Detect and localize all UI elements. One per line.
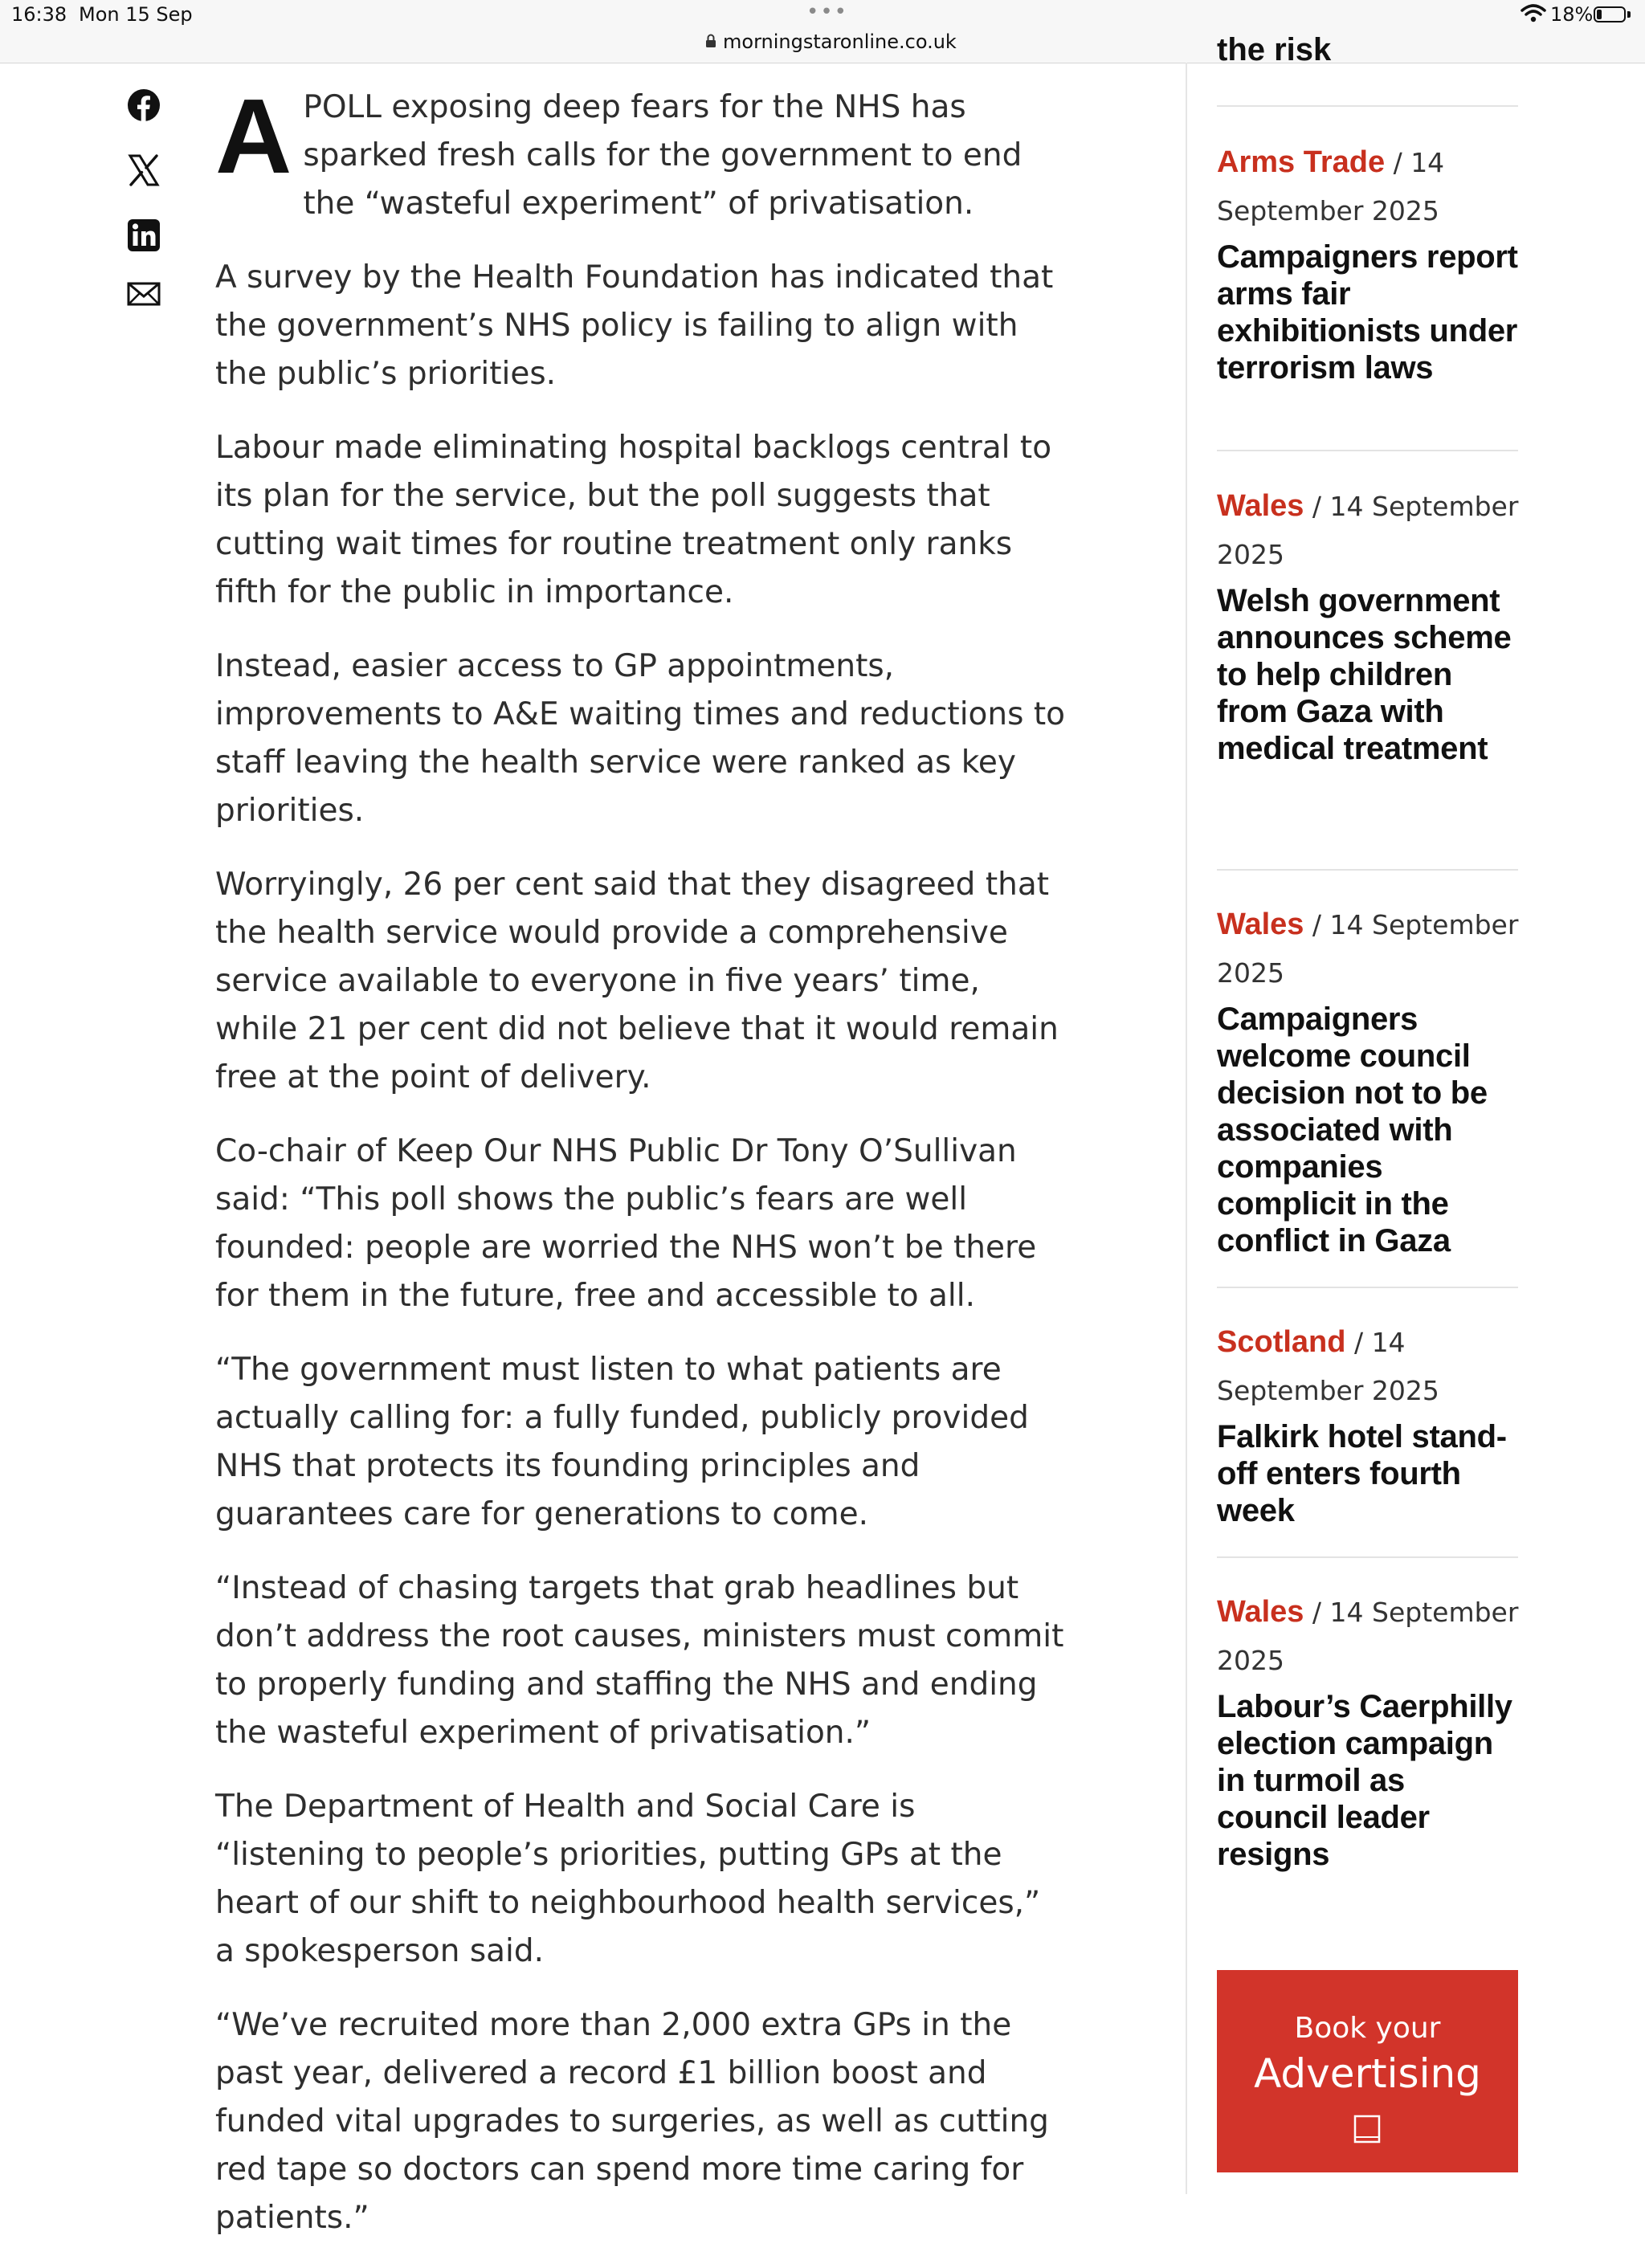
article-paragraph: Instead, easier access to GP appointments, improvements to A&E waiting times and reductions to staff leaving the health service were ranked as key priorities.	[215, 648, 1065, 829]
ad-line-1: Book your	[1294, 2012, 1441, 2045]
x-icon[interactable]	[127, 153, 161, 187]
sidebar-story[interactable]	[1217, 482, 1522, 767]
battery-percent: 18%	[1550, 3, 1594, 26]
story-headline[interactable]: Labour’s Caerphilly election campaign in turmoil as council leader resigns	[1217, 1689, 1512, 1872]
email-icon[interactable]	[127, 281, 161, 307]
sidebar-divider	[1217, 1556, 1518, 1558]
story-category[interactable]: Arms Trade	[1217, 145, 1386, 179]
story-category[interactable]: Wales	[1217, 1595, 1304, 1629]
status-time: 16:38	[11, 3, 67, 26]
article-paragraph: “The government must listen to what patients are actually calling for: a fully funded, publicly provided NHS that protects its founding principles and guarantees care for generations to come.	[215, 1352, 1029, 1532]
story-category[interactable]: Wales	[1217, 489, 1304, 523]
newspaper-icon	[1352, 2113, 1382, 2145]
wifi-icon	[1520, 3, 1547, 24]
story-headline[interactable]: Campaigners report arms fair exhibitionists under terrorism laws	[1217, 239, 1518, 385]
linkedin-icon[interactable]	[127, 218, 161, 252]
article-paragraph: “Instead of chasing targets that grab headlines but don’t address the root causes, ministers must commit to properly funding and staffing the NHS and ending the wasteful experiment of privatisation.”	[215, 1570, 1064, 1751]
story-date: / 14 September 2025	[1217, 491, 1519, 570]
status-date: Mon 15 Sep	[79, 3, 193, 26]
story-headline[interactable]: Campaigners welcome council decision not to be associated with companies complicit in the conflict in Gaza	[1217, 1001, 1488, 1258]
url-text[interactable]: morningstaronline.co.uk	[723, 31, 957, 53]
story-headline[interactable]: Welsh government announces scheme to help children from Gaza with medical treatment	[1217, 583, 1512, 766]
cut-off-headline[interactable]: the risk	[1217, 32, 1332, 67]
article-paragraph: “We’ve recruited more than 2,000 extra GPs in the past year, delivered a record £1 billion boost and funded vital upgrades to surgeries, as well as cutting red tape so doctors can spend more time caring for patients.”	[215, 2007, 1049, 2236]
lead-text: POLL exposing deep fears for the NHS has sparked fresh calls for the government to end the “wasteful experiment” of privatisation.	[303, 89, 1023, 222]
story-date: / 14 September 2025	[1217, 147, 1445, 226]
sidebar-story[interactable]	[1217, 138, 1522, 386]
sidebar-divider	[1217, 869, 1518, 871]
sidebar-divider	[1217, 1287, 1518, 1288]
article-paragraph: Worryingly, 26 per cent said that they disagreed that the health service would provide a comprehensive service available to everyone in five years’ time, while 21 per cent did not believe that it would remain free at the point of delivery.	[215, 867, 1059, 1095]
sidebar-divider	[1217, 450, 1518, 451]
ad-line-2: Advertising	[1254, 2050, 1481, 2097]
column-divider	[1186, 63, 1187, 2194]
advertising-banner[interactable]	[1217, 1970, 1518, 2172]
story-category[interactable]: Wales	[1217, 908, 1304, 941]
story-headline[interactable]: Falkirk hotel stand-off enters fourth week	[1217, 1419, 1507, 1528]
lock-icon	[705, 34, 716, 48]
sidebar-story[interactable]	[1217, 1588, 1522, 1873]
article-paragraph: A survey by the Health Foundation has indicated that the government’s NHS policy is failing to align with the public’s priorities.	[215, 259, 1054, 392]
drop-cap: A	[215, 77, 292, 195]
story-date: / 14 September 2025	[1217, 1327, 1439, 1406]
battery-icon	[1594, 6, 1626, 22]
article-paragraph: Co-chair of Keep Our NHS Public Dr Tony O’Sullivan said: “This poll shows the public’s fears are well founded: people are worried the NHS won’t be there for them in the future, free and accessible to all.	[215, 1133, 1037, 1314]
story-date: / 14 September 2025	[1217, 1597, 1519, 1676]
tab-options-icon[interactable]: •••	[806, 0, 849, 24]
sidebar-story[interactable]	[1217, 900, 1522, 1259]
article-body	[215, 77, 1067, 2268]
story-category[interactable]: Scotland	[1217, 1325, 1346, 1359]
sidebar-divider	[1217, 105, 1518, 107]
facebook-icon[interactable]	[127, 88, 161, 122]
story-date: / 14 September 2025	[1217, 909, 1519, 989]
lead-paragraph	[215, 77, 1067, 228]
sidebar-story[interactable]	[1217, 1318, 1522, 1529]
article-paragraph: Labour made eliminating hospital backlogs central to its plan for the service, but the poll suggests that cutting wait times for routine treatment only ranks fifth for the public in importance.	[215, 430, 1052, 610]
article-paragraph: The Department of Health and Social Care is “listening to people’s priorities, putting GPs at the heart of our shift to neighbourhood health services,” a spokesperson said.	[215, 1789, 1041, 1969]
